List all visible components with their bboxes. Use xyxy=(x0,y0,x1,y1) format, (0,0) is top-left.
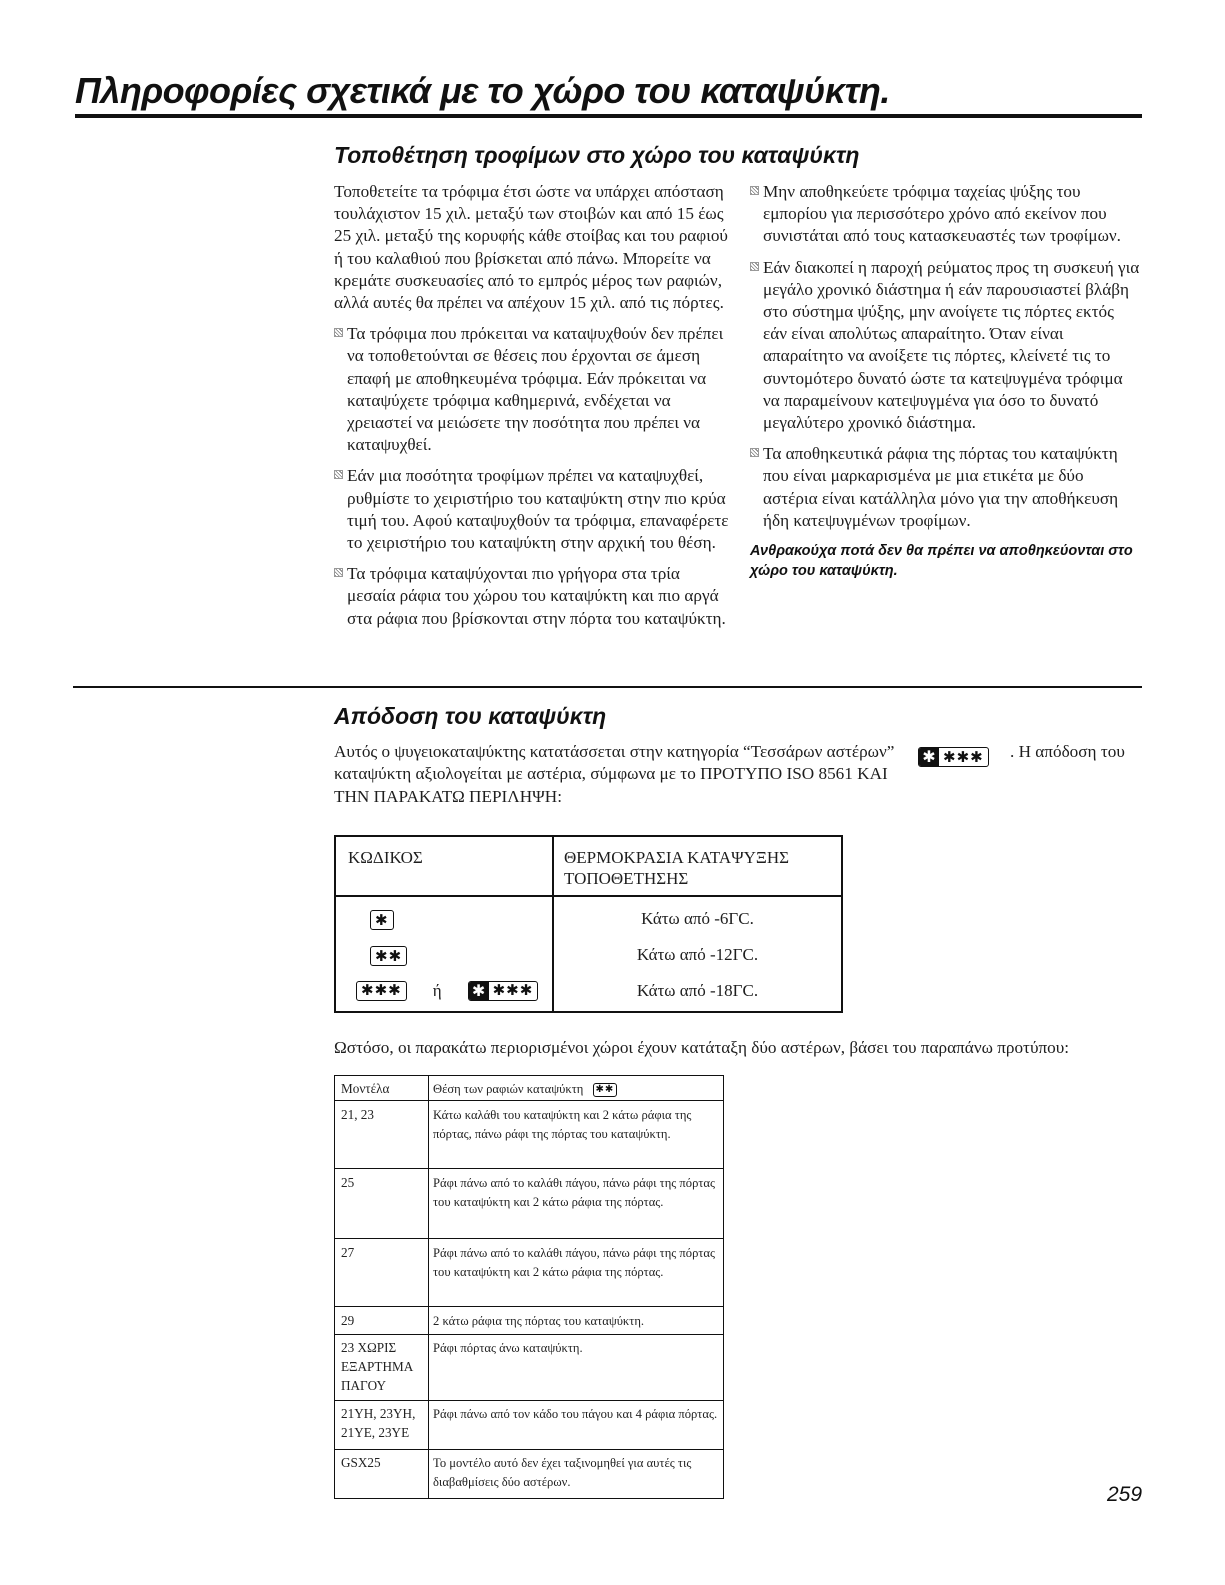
bullet-item: Εάν διακοπεί η παροχή ρεύματος προς τη συσκευή για μεγάλο χρονικό διάστημα ή εάν παρουσιαστεί βλάβη στο σύστημα ψύξης, μην ανοίγετε τις πόρτες εκτός εάν είναι απολύτως απαραίτητο. Όταν είναι απαραίτητο να ανοίξετε τις πόρτες, κλείνετέ τις το συντομότερο δυνατό ώστε τα κατεψυγμένα τρόφιμα να παραμείνουν κατεψυγμένα για όσο το δυνατό μεγαλύτερο χρονικό διάστημα. xyxy=(750,257,1142,435)
performance-text-cont: καταψύκτη αξιολογείται με αστέρια, σύμφωνα με το ΠΡΟΤΥΠΟ ISO 8561 ΚΑΙ ΤΗΝ ΠΑΡΑΚΑΤΩ ΠΕΡΙΛΗΨΗ: xyxy=(334,764,888,806)
bullet-item: Εάν μια ποσότητα τροφίμων πρέπει να καταψυχθεί, ρυθμίστε το χειριστήριο του καταψύκτη στην πιο κρύα τιμή του. Αφού καταψυχθούν τα τρόφιμα, επαναφέρετε το χειριστήριο του καταψύκτη στην αρχική του θέση. xyxy=(334,465,730,554)
star-icon: ✱ ✱✱✱ xyxy=(468,981,539,1001)
right-column xyxy=(750,181,1142,581)
three-or-four-star-badges xyxy=(356,980,552,1001)
table-row-position: 2 κάτω ράφια της πόρτας του καταψύκτη. xyxy=(433,1314,645,1328)
two-star-intro: Ωστόσο, οι παρακάτω περιορισμένοι χώροι έχουν κατάταξη δύο αστέρων, βάσει του παραπάνω προτύπου: xyxy=(334,1038,1070,1057)
bullet-icon xyxy=(334,568,343,577)
table-row-position: Ράφι πόρτας άνω καταψύκτη. xyxy=(433,1341,583,1355)
star-rating-icon: ✱ ✱✱✱ xyxy=(918,747,989,767)
table-row-model: 25 xyxy=(341,1175,355,1190)
section-title-performance: Απόδοση του καταψύκτη xyxy=(334,703,607,729)
header-code: ΚΩΔΙΚΟΣ xyxy=(348,848,423,867)
header-model: Μοντέλα xyxy=(341,1081,390,1096)
table-row-model: 29 xyxy=(341,1313,355,1328)
bullet-icon xyxy=(750,262,759,271)
header-position: Θέση των ραφιών καταψύκτη ✱✱ xyxy=(433,1080,721,1099)
rating-temp: Κάτω από -6ΓC. xyxy=(641,909,754,928)
table-row-position: Το μοντέλο αυτό δεν έχει ταξινομηθεί για αυτές τις διαβαθμίσεις δύο αστέρων. xyxy=(433,1456,692,1489)
bullet-item: Τα τρόφιμα που πρόκειται να καταψυχθούν δεν πρέπει να τοποθετούνται σε θέσεις που έρχονται σε άμεση επαφή με αποθηκευμένα τρόφιμα. Εάν πρόκειται να καταψύχετε τρόφιμα καθημερινά, ενδέχεται να χρειαστεί να μειώσετε την ποσότητα που πρέπει να καταψυχθεί. xyxy=(334,323,730,456)
table-row-model: 27 xyxy=(341,1245,355,1260)
bullet-item: Τα τρόφιμα καταψύχονται πιο γρήγορα στα τρία μεσαία ράφια του χώρου του καταψύκτη και πιο αργά στα ράφια που βρίσκονται στην πόρτα του καταψύκτη. xyxy=(334,563,730,630)
star-rating-table xyxy=(334,835,843,1013)
or-text: ή xyxy=(432,981,442,1000)
table-row-model: 23 ΧΩΡΙΣ ΕΞΑΡΤΗΜΑ ΠΑΓΟΥ xyxy=(341,1340,413,1393)
table-row-model: GSX25 xyxy=(341,1455,381,1470)
star-icon: ✱ xyxy=(370,910,394,930)
table-row-model: 21ΥΗ, 23ΥΗ, 21ΥΕ, 23ΥΕ xyxy=(341,1406,416,1440)
rating-temp: Κάτω από -12ΓC. xyxy=(636,945,759,964)
star-icon: ✱✱ xyxy=(593,1083,618,1097)
star-icon: ✱✱ xyxy=(370,946,407,966)
section-rule xyxy=(73,686,1142,688)
two-star-badge xyxy=(370,944,407,966)
page-title: Πληροφορίες σχετικά με το χώρο του καταψύκτη. xyxy=(75,70,890,111)
performance-text-suffix: . Η απόδοση του xyxy=(1010,742,1125,761)
page-number: 259 xyxy=(1107,1483,1143,1506)
warning-note: Ανθρακούχα ποτά δεν θα πρέπει να αποθηκεύονται στο χώρο του καταψύκτη. xyxy=(750,543,1133,580)
bullet-icon xyxy=(750,186,759,195)
intro-paragraph: Τοποθετείτε τα τρόφιμα έτσι ώστε να υπάρχει απόσταση τουλάχιστον 15 χιλ. μεταξύ των στοιβών και από 15 έως 25 χιλ. μεταξύ της κορυφής κάθε στοίβας και του ραφιού ή του καλαθιού που βρίσκεται από πάνω. Μπορείτε να κρεμάτε συσκευασίες από το εμπρός μέρος των ραφιών, αλλά αυτές θα πρέπει να απέχουν 15 χιλ. από τις πόρτες. xyxy=(334,182,728,313)
four-star-badge xyxy=(918,747,989,767)
left-column xyxy=(334,181,730,639)
table-row-position: Ράφι πάνω από τον κάδο του πάγου και 4 ράφια πόρτας. xyxy=(433,1407,718,1421)
bullet-icon xyxy=(750,448,759,457)
star-icon: ✱✱✱ xyxy=(356,981,407,1001)
performance-text-line: Αυτός ο ψυγειοκαταψύκτης κατατάσσεται στην κατηγορία “Τεσσάρων αστέρων” xyxy=(334,742,895,761)
table-row-position: Ράφι πάνω από το καλάθι πάγου, πάνω ράφι της πόρτας του καταψύκτη και 2 κάτω ράφια της πόρτας. xyxy=(433,1176,716,1209)
section-title-placement: Τοποθέτηση τροφίμων στο χώρο του καταψύκτη xyxy=(334,142,860,168)
bullet-icon xyxy=(334,470,343,479)
model-table xyxy=(334,1075,724,1499)
header-temp: ΘΕΡΜΟΚΡΑΣΙΑ ΚΑΤΑΨΥΞΗΣ ΤΟΠΟΘΕΤΗΣΗΣ xyxy=(564,848,790,888)
one-star-badge xyxy=(370,908,394,930)
table-row-position: Κάτω καλάθι του καταψύκτη και 2 κάτω ράφια της πόρτας, πάνω ράφι της πόρτας του καταψύκτη. xyxy=(433,1108,692,1141)
title-rule xyxy=(75,114,1142,118)
table-row-position: Ράφι πάνω από το καλάθι πάγου, πάνω ράφι της πόρτας του καταψύκτη και 2 κάτω ράφια της πόρτας. xyxy=(433,1246,716,1279)
bullet-icon xyxy=(334,328,343,337)
table-row-model: 21, 23 xyxy=(341,1107,374,1122)
rating-temp: Κάτω από -18ΓC. xyxy=(636,981,759,1000)
bullet-item: Μην αποθηκεύετε τρόφιμα ταχείας ψύξης του εμπορίου για περισσότερο χρόνο από εκείνον που συνιστάται από τους κατασκευαστές των τροφίμων. xyxy=(750,181,1142,248)
bullet-item: Τα αποθηκευτικά ράφια της πόρτας του καταψύκτη που είναι μαρκαρισμένα με μια ετικέτα με δύο αστέρια είναι κατάλληλα μόνο για την αποθήκευση ήδη κατεψυγμένων τροφίμων. xyxy=(750,443,1142,532)
